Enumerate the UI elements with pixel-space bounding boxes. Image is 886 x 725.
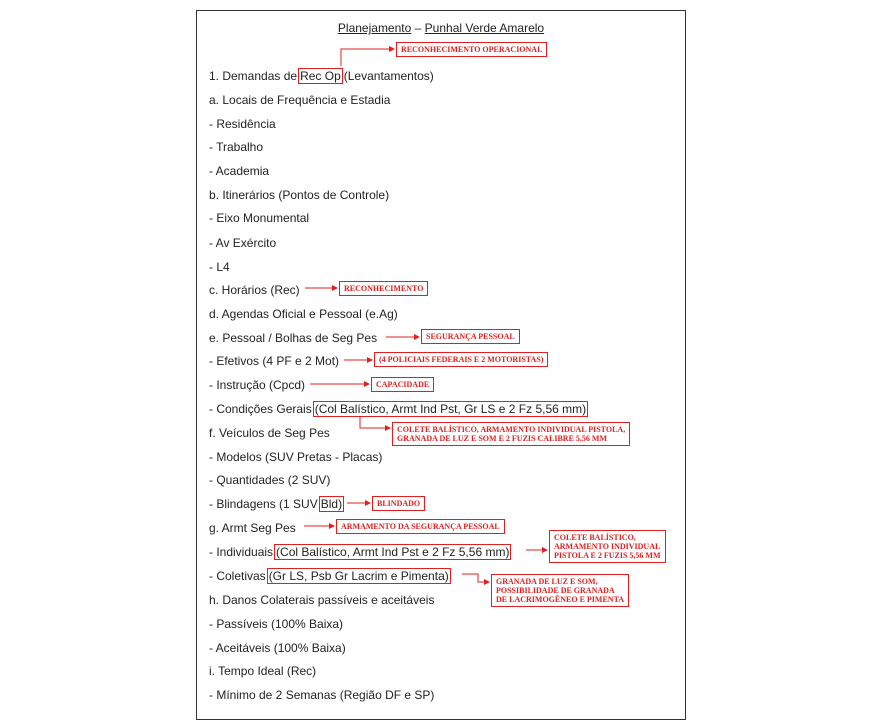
doc-line: - Mínimo de 2 Semanas (Região DF e SP) bbox=[209, 688, 435, 702]
line-text: - Individuais bbox=[209, 545, 274, 559]
doc-line: d. Agendas Oficial e Pessoal (e.Ag) bbox=[209, 307, 398, 321]
annotation-note: RECONHECIMENTO OPERACIONAL bbox=[396, 42, 547, 57]
title-part1: Planejamento bbox=[337, 21, 412, 35]
doc-line: - Aceitáveis (100% Baixa) bbox=[209, 641, 346, 655]
doc-line: e. Pessoal / Bolhas de Seg Pes bbox=[209, 331, 378, 345]
highlight-box: (Col Balístico, Armt Ind Pst e 2 Fz 5,56 mm) bbox=[276, 545, 510, 559]
doc-line: - Academia bbox=[209, 164, 270, 178]
doc-line bbox=[209, 545, 512, 559]
doc-line bbox=[209, 402, 589, 416]
note-line: POSSIBILIDADE DE GRANADA bbox=[496, 586, 615, 595]
annotation-note: RECONHECIMENTO bbox=[339, 281, 428, 296]
note-line: GRANADA DE LUZ E SOM E 2 FUZIS CALIBRE 5,56 MM bbox=[397, 434, 608, 443]
highlight-box: Rec Op bbox=[300, 69, 341, 83]
line-text: (Levantamentos) bbox=[343, 69, 434, 83]
highlight-box: (Gr LS, Psb Gr Lacrim e Pimenta) bbox=[268, 569, 449, 583]
note-line: ARMAMENTO INDIVIDUAL bbox=[554, 542, 661, 551]
doc-line: i. Tempo Ideal (Rec) bbox=[209, 664, 317, 678]
doc-line: - Av Exército bbox=[209, 236, 277, 250]
annotation-note: SEGURANÇA PESSOAL bbox=[421, 329, 520, 344]
highlight-box: Bld) bbox=[320, 497, 343, 511]
line-text: - Blindagens (1 SUV bbox=[209, 497, 318, 511]
doc-line: f. Veículos de Seg Pes bbox=[209, 426, 330, 440]
highlight-box: (Col Balístico, Armt Ind Pst, Gr LS e 2 Fz 5,56 mm) bbox=[314, 402, 587, 416]
note-line: COLETE BALÍSTICO, ARMAMENTO INDIVIDUAL PISTOLA, bbox=[397, 425, 626, 434]
annotation-note: CAPACIDADE bbox=[371, 377, 434, 392]
note-line: DE LACRIMOGÊNEO E PIMENTA bbox=[496, 595, 625, 604]
doc-line: - L4 bbox=[209, 260, 230, 274]
doc-line: - Modelos (SUV Pretas - Placas) bbox=[209, 450, 383, 464]
doc-line: - Quantidades (2 SUV) bbox=[209, 473, 331, 487]
doc-line bbox=[209, 497, 345, 511]
page-title bbox=[197, 21, 685, 35]
line-text: - Coletivas bbox=[209, 569, 266, 583]
annotation-note: ARMAMENTO DA SEGURANÇA PESSOAL bbox=[336, 519, 505, 534]
line-text: 1. Demandas de bbox=[209, 69, 298, 83]
note-line: GRANADA DE LUZ E SOM, bbox=[496, 577, 598, 586]
doc-line: b. Itinerários (Pontos de Controle) bbox=[209, 188, 390, 202]
line-text: - Condições Gerais bbox=[209, 402, 312, 416]
doc-line: - Passíveis (100% Baixa) bbox=[209, 617, 344, 631]
title-separator: – bbox=[414, 21, 422, 35]
note-line: COLETE BALÍSTICO, bbox=[554, 533, 636, 542]
title-part2: Punhal Verde Amarelo bbox=[424, 21, 545, 35]
doc-line: - Residência bbox=[209, 117, 276, 131]
annotation-note: (4 POLICIAIS FEDERAIS E 2 MOTORISTAS) bbox=[374, 352, 548, 367]
doc-line: h. Danos Colaterais passíveis e aceitáveis bbox=[209, 593, 435, 607]
doc-line: - Efetivos (4 PF e 2 Mot) bbox=[209, 354, 340, 368]
annotation-note bbox=[549, 530, 666, 563]
doc-line: g. Armt Seg Pes bbox=[209, 521, 296, 535]
doc-line: - Trabalho bbox=[209, 140, 264, 154]
doc-line: - Eixo Monumental bbox=[209, 211, 310, 225]
doc-line: a. Locais de Frequência e Estadia bbox=[209, 93, 391, 107]
annotation-note: BLINDADO bbox=[372, 496, 425, 511]
doc-line bbox=[209, 69, 434, 83]
annotation-note bbox=[491, 574, 629, 607]
doc-line: - Instrução (Cpcd) bbox=[209, 378, 306, 392]
doc-line: c. Horários (Rec) bbox=[209, 283, 300, 297]
doc-line bbox=[209, 569, 452, 583]
annotation-note bbox=[392, 422, 630, 446]
note-line: PISTOLA E 2 FUZIS 5,56 MM bbox=[554, 551, 661, 560]
